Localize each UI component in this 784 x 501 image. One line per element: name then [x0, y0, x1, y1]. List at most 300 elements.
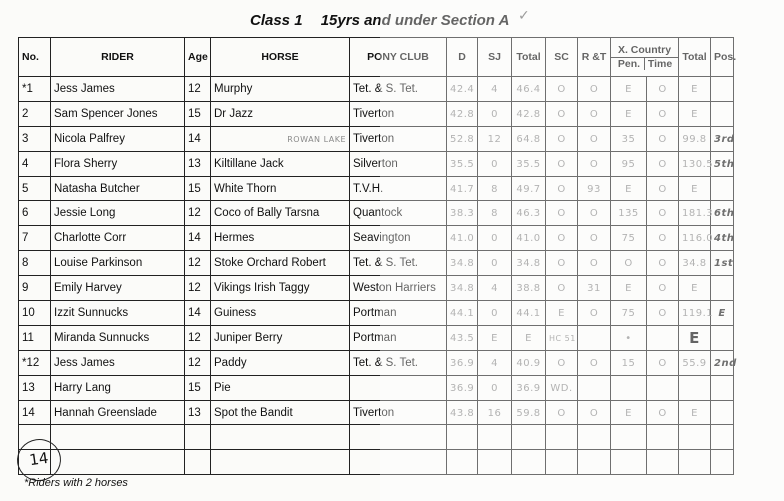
cell-sj: [478, 126, 512, 151]
value-pen: •: [625, 332, 632, 344]
cell-d: [447, 226, 478, 251]
value-total: 46.3: [516, 208, 541, 220]
value-rider: Louise Parkinson: [54, 257, 143, 270]
value-horse: Spot the Bandit: [214, 406, 293, 419]
value-pen: E: [625, 407, 632, 419]
value-d: 42.8: [450, 108, 475, 120]
table-row: [19, 151, 734, 176]
cell-rt: [578, 126, 611, 151]
cell-time: [647, 151, 679, 176]
value-d: 41.0: [450, 233, 475, 245]
table-row: [19, 276, 734, 301]
cell-age: [185, 375, 211, 400]
cell-rt: [578, 226, 611, 251]
cell-age: [185, 77, 211, 102]
cell-pos: [711, 126, 734, 151]
cell-pos: [711, 301, 734, 326]
cell-age: [185, 400, 211, 425]
cell-sj: [478, 176, 512, 201]
cell-rt: [578, 101, 611, 126]
value-sc: O: [557, 83, 566, 95]
value-total2: 34.8: [682, 258, 707, 270]
value-total2: 99.8: [682, 133, 707, 145]
cell-time: [647, 276, 679, 301]
cell-pen: [611, 226, 647, 251]
value-sj: 4: [491, 283, 498, 295]
value-no: 6: [22, 207, 29, 220]
cell-rider: [51, 201, 185, 226]
col-sj: SJ: [478, 38, 512, 77]
value-time: O: [658, 108, 667, 120]
results-body: [19, 77, 737, 475]
cell-pen: [611, 301, 647, 326]
table-row: [19, 126, 734, 151]
cell-horse: [211, 251, 350, 276]
value-rider: Jess James: [54, 356, 115, 369]
value-total: 59.8: [516, 407, 541, 419]
value-pen: E: [625, 283, 632, 295]
cell-pen: [611, 350, 647, 375]
value-total: 38.8: [516, 283, 541, 295]
value-age: 12: [188, 257, 201, 270]
cell-sc: [546, 77, 578, 102]
col-pos: Pos.: [711, 38, 734, 77]
cell-sc: [546, 101, 578, 126]
value-horse: Murphy: [214, 82, 253, 95]
value-horse: Coco of Bally Tarsna: [214, 207, 320, 220]
empty-cell: [546, 425, 578, 450]
table-row: [19, 350, 734, 375]
value-horse: ROWAN LAKE: [287, 134, 346, 144]
cell-total: [512, 77, 546, 102]
value-age: 15: [188, 381, 201, 394]
cell-d: [447, 151, 478, 176]
cell-sc: [546, 375, 578, 400]
cell-club: [350, 350, 447, 375]
value-horse: White Thorn: [214, 182, 277, 195]
value-age: 15: [188, 182, 201, 195]
col-total: Total: [512, 38, 546, 77]
value-rt: 31: [587, 283, 601, 295]
value-pen: O: [624, 258, 633, 270]
cell-sj: [478, 325, 512, 350]
value-total2: E: [689, 328, 700, 347]
value-d: 43.8: [450, 407, 475, 419]
empty-cell: [51, 425, 185, 450]
value-time: O: [658, 357, 667, 369]
cell-rt: [578, 350, 611, 375]
empty-cell: [647, 425, 679, 450]
value-total2: E: [691, 108, 698, 120]
cell-rider: [51, 325, 185, 350]
cell-total2: [679, 400, 711, 425]
value-rider: Miranda Sunnucks: [54, 331, 150, 344]
value-club: Tet. & S. Tet.: [353, 356, 418, 369]
cell-d: [447, 400, 478, 425]
cell-d: [447, 350, 478, 375]
cell-rt: [578, 400, 611, 425]
cell-no: [19, 350, 51, 375]
cell-rt: [578, 201, 611, 226]
cell-rider: [51, 400, 185, 425]
cell-pos: [711, 325, 734, 350]
value-d: 34.8: [450, 283, 475, 295]
cell-time: [647, 101, 679, 126]
cell-club: [350, 176, 447, 201]
cell-total: [512, 350, 546, 375]
value-time: O: [658, 133, 667, 145]
col-rider: RIDER: [51, 38, 185, 77]
empty-cell: [478, 450, 512, 475]
cell-club: [350, 77, 447, 102]
value-no: 10: [22, 306, 35, 319]
empty-row: [19, 450, 734, 475]
value-rt: 93: [587, 183, 601, 195]
cell-age: [185, 276, 211, 301]
cell-d: [447, 325, 478, 350]
circled-entry-count: 14: [14, 436, 63, 484]
value-pen: 135: [618, 208, 639, 220]
cell-club: [350, 276, 447, 301]
cell-pen: [611, 276, 647, 301]
cell-pen: [611, 126, 647, 151]
cell-pen: [611, 176, 647, 201]
value-club: Tiverton: [353, 132, 395, 145]
value-no: 3: [22, 132, 29, 145]
empty-row: [19, 425, 734, 450]
value-d: 38.3: [450, 208, 475, 220]
cell-sc: [546, 201, 578, 226]
value-time: O: [658, 208, 667, 220]
value-club: Tet. & S. Tet.: [353, 257, 418, 270]
cell-total: [512, 226, 546, 251]
cell-total: [512, 276, 546, 301]
cell-horse: [211, 77, 350, 102]
cell-sc: [546, 276, 578, 301]
cell-sj: [478, 400, 512, 425]
value-sj: 16: [487, 407, 502, 419]
empty-cell: [211, 450, 350, 475]
empty-cell: [546, 450, 578, 475]
value-rider: Emily Harvey: [54, 282, 122, 295]
cell-sj: [478, 375, 512, 400]
cell-club: [350, 101, 447, 126]
value-pos: E: [718, 307, 726, 319]
cell-total: [512, 176, 546, 201]
cell-pos: [711, 176, 734, 201]
cell-sc: [546, 176, 578, 201]
value-total2: E: [691, 83, 698, 95]
value-club: Seavington: [353, 232, 411, 245]
cell-no: [19, 77, 51, 102]
value-total: 49.7: [516, 183, 541, 195]
value-sc: O: [557, 108, 566, 120]
value-no: 2: [22, 107, 29, 120]
value-age: 12: [188, 356, 201, 369]
cell-sj: [478, 151, 512, 176]
value-total2: 130.5: [682, 158, 714, 170]
value-total2: E: [691, 283, 698, 295]
value-total2: 119.1: [682, 307, 714, 319]
cell-d: [447, 126, 478, 151]
cell-club: [350, 126, 447, 151]
cell-pen: [611, 251, 647, 276]
cell-rider: [51, 276, 185, 301]
cell-no: [19, 101, 51, 126]
cell-horse: [211, 201, 350, 226]
cell-pos: [711, 400, 734, 425]
value-no: *12: [22, 356, 40, 369]
value-horse: Stoke Orchard Robert: [214, 257, 326, 270]
col-time: Time: [647, 58, 673, 70]
sheet-title: [250, 12, 509, 29]
value-horse: Guiness: [214, 306, 257, 319]
cell-horse: [211, 325, 350, 350]
empty-cell: [611, 450, 647, 475]
cell-d: [447, 276, 478, 301]
cell-horse: [211, 101, 350, 126]
cell-time: [647, 201, 679, 226]
value-total: 34.8: [516, 258, 541, 270]
title-age: 15yrs and under: [320, 12, 437, 29]
cell-club: [350, 325, 447, 350]
cell-pen: [611, 201, 647, 226]
empty-cell: [447, 450, 478, 475]
value-club: Quantock: [353, 207, 403, 220]
value-rt: O: [589, 258, 599, 270]
value-time: O: [658, 283, 667, 295]
cell-time: [647, 126, 679, 151]
value-horse: Juniper Berry: [214, 331, 283, 344]
col-sc: SC: [546, 38, 578, 77]
cell-no: [19, 251, 51, 276]
cell-pen: [611, 151, 647, 176]
empty-cell: [51, 450, 185, 475]
cell-d: [447, 176, 478, 201]
value-pen: 75: [621, 307, 636, 319]
cell-age: [185, 226, 211, 251]
cell-no: [19, 151, 51, 176]
cell-no: [19, 176, 51, 201]
value-sc: WD.: [550, 382, 573, 394]
cell-horse: [211, 126, 350, 151]
cell-no: [19, 400, 51, 425]
table-row: [19, 201, 734, 226]
value-pen: E: [625, 108, 632, 120]
cell-horse: [211, 151, 350, 176]
cell-no: [19, 375, 51, 400]
value-time: O: [658, 258, 667, 270]
value-pos: 5th: [714, 158, 735, 170]
table-row: [19, 101, 734, 126]
table-row: [19, 301, 734, 326]
cell-d: [447, 77, 478, 102]
value-no: 7: [22, 232, 29, 245]
results-table: [18, 37, 737, 475]
cell-rider: [51, 176, 185, 201]
cell-total2: [679, 101, 711, 126]
cell-horse: [211, 350, 350, 375]
cell-rt: [578, 176, 611, 201]
table-row: [19, 77, 734, 102]
cell-rider: [51, 301, 185, 326]
value-sj: E: [491, 332, 498, 344]
cell-sj: [478, 101, 512, 126]
cell-total: [512, 400, 546, 425]
cell-pen: [611, 101, 647, 126]
empty-cell: [512, 425, 546, 450]
cell-sc: [546, 301, 578, 326]
value-time: O: [658, 233, 667, 245]
value-age: 14: [188, 232, 201, 245]
value-d: 36.9: [450, 382, 475, 394]
value-sj: 0: [491, 307, 498, 319]
cell-no: [19, 201, 51, 226]
value-pen: E: [625, 83, 632, 95]
cell-total: [512, 301, 546, 326]
header-row: [19, 38, 734, 77]
value-rider: Jess James: [54, 82, 115, 95]
value-d: 41.7: [450, 183, 475, 195]
cell-rider: [51, 251, 185, 276]
value-sc: HC 51: [549, 333, 576, 343]
value-d: 35.5: [450, 158, 475, 170]
cell-rider: [51, 151, 185, 176]
empty-cell: [711, 425, 734, 450]
value-no: 13: [22, 381, 35, 394]
value-time: O: [658, 183, 667, 195]
cell-club: [350, 301, 447, 326]
check-mark-icon: ✓: [518, 8, 530, 24]
cell-rt: [578, 77, 611, 102]
value-sj: 0: [491, 382, 498, 394]
cell-d: [447, 101, 478, 126]
cell-rider: [51, 350, 185, 375]
value-rt: O: [589, 233, 599, 245]
value-age: 14: [188, 306, 201, 319]
cell-sj: [478, 226, 512, 251]
cell-total2: [679, 350, 711, 375]
cell-total2: [679, 201, 714, 226]
value-total2: 55.9: [682, 357, 707, 369]
cell-age: [185, 126, 211, 151]
empty-cell: [611, 425, 647, 450]
value-total: E: [525, 332, 532, 344]
cell-d: [447, 301, 478, 326]
value-horse: Paddy: [214, 356, 247, 369]
value-time: O: [658, 83, 667, 95]
value-pos: 6th: [714, 208, 735, 220]
cell-total: [512, 151, 546, 176]
table-row: [19, 375, 734, 400]
value-club: T.V.H.: [353, 182, 384, 195]
value-total: 40.9: [516, 357, 541, 369]
value-pen: 75: [621, 233, 636, 245]
table-row: [19, 400, 734, 425]
value-no: 14: [22, 406, 35, 419]
cell-horse: [211, 400, 350, 425]
value-total2: E: [691, 407, 698, 419]
value-age: 12: [188, 207, 201, 220]
empty-cell: [711, 450, 734, 475]
value-d: 34.8: [450, 258, 475, 270]
value-age: 15: [188, 107, 201, 120]
cell-d: [447, 375, 478, 400]
value-rt: O: [589, 133, 599, 145]
cell-total: [512, 375, 546, 400]
empty-cell: [350, 425, 447, 450]
value-no: 5: [22, 182, 29, 195]
cell-total: [512, 126, 546, 151]
col-club: PONY CLUB: [350, 38, 447, 77]
cell-time: [647, 176, 679, 201]
value-horse: Kiltillane Jack: [214, 157, 284, 170]
cell-total2: [679, 375, 711, 400]
cell-pos: [711, 226, 734, 251]
cell-age: [185, 350, 211, 375]
value-pos: 3rd: [714, 133, 735, 145]
table-row: [19, 325, 734, 350]
value-club: Tiverton: [353, 406, 395, 419]
value-d: 52.8: [450, 133, 475, 145]
cell-rider: [51, 126, 185, 151]
table-row: [19, 176, 734, 201]
table-row: [19, 251, 734, 276]
cell-pos: [711, 201, 734, 226]
value-time: O: [658, 158, 667, 170]
value-rt: O: [589, 357, 599, 369]
value-rt: O: [589, 307, 599, 319]
value-rider: Harry Lang: [54, 381, 111, 394]
cell-time: [647, 375, 679, 400]
cell-sj: [478, 301, 512, 326]
empty-cell: [512, 450, 546, 475]
value-sc: O: [557, 133, 566, 145]
cell-d: [447, 201, 478, 226]
value-rider: Hannah Greenslade: [54, 406, 157, 419]
value-d: 44.1: [450, 307, 475, 319]
value-rt: O: [589, 83, 599, 95]
cell-sc: [546, 350, 578, 375]
cell-no: [19, 325, 51, 350]
value-sj: 0: [491, 158, 498, 170]
cell-sj: [478, 251, 512, 276]
value-sj: 4: [491, 83, 498, 95]
value-pos: 1st: [714, 258, 734, 270]
value-total: 36.9: [516, 382, 541, 394]
col-no: No.: [19, 38, 51, 77]
cell-age: [185, 201, 211, 226]
value-rider: Sam Spencer Jones: [54, 107, 158, 120]
cell-sc: [546, 251, 578, 276]
value-sc: O: [557, 258, 566, 270]
value-age: 12: [188, 282, 201, 295]
value-rider: Charlotte Corr: [54, 232, 127, 245]
value-sc: O: [557, 407, 566, 419]
cell-total2: [679, 301, 714, 326]
cell-age: [185, 325, 211, 350]
value-sj: 8: [491, 183, 498, 195]
value-total2: 181.3: [682, 208, 714, 220]
cell-time: [647, 350, 679, 375]
value-sj: 0: [491, 108, 498, 120]
cell-d: [447, 251, 478, 276]
cell-pos: [711, 251, 734, 276]
cell-club: [350, 151, 447, 176]
value-rider: Natasha Butcher: [54, 182, 140, 195]
value-rt: O: [589, 108, 599, 120]
cell-horse: [211, 176, 350, 201]
